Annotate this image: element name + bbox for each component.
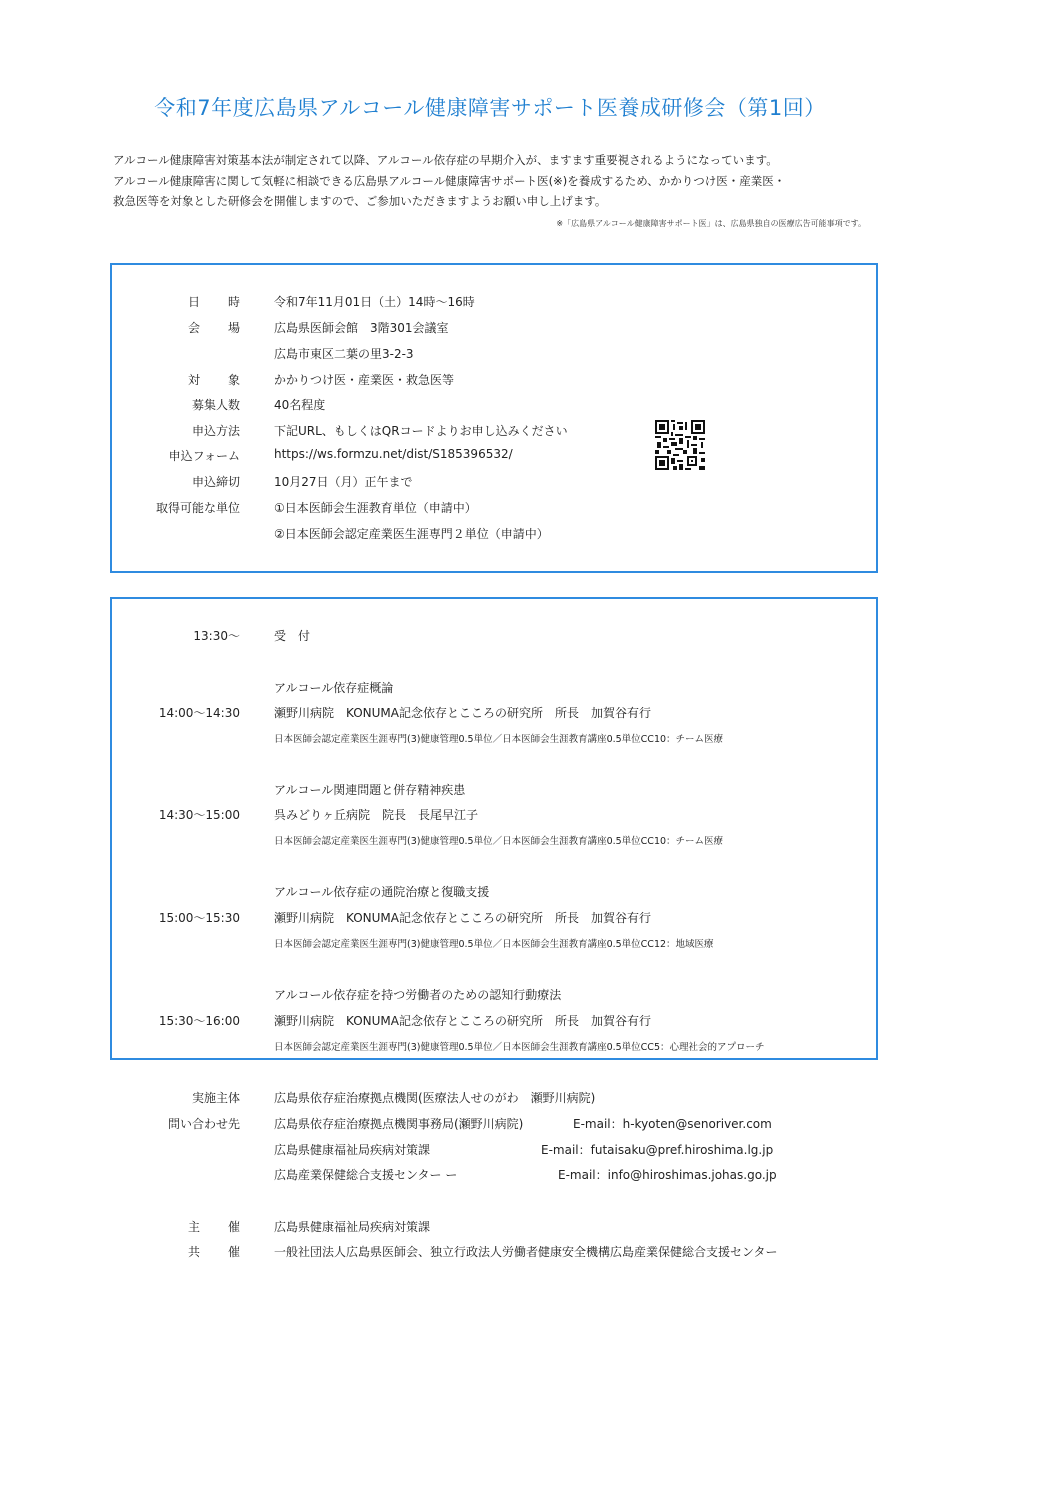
session-time: 15:00～15:30 <box>158 911 240 925</box>
capacity-value: 40名程度 <box>274 398 326 412</box>
credit-item: ②日本医師会認定産業医生涯専門２単位（申請中） <box>274 527 549 541</box>
deadline-label: 申込締切 <box>191 475 240 489</box>
target-value: かかりつけ医・産業医・救急医等 <box>274 373 455 387</box>
reception-label: 受 付 <box>274 629 311 643</box>
target-label: 対 象 <box>188 373 240 387</box>
contact-email-link[interactable]: E-mail：h-kyoten@senoriver.com <box>573 1117 772 1131</box>
session-topic: アルコール依存症概論 <box>274 681 394 695</box>
qr-code-icon[interactable] <box>655 420 705 470</box>
session-time: 15:30～16:00 <box>158 1014 240 1028</box>
contact-name: 広島県健康福祉局疾病対策課 <box>274 1143 431 1157</box>
session-time: 14:00～14:30 <box>158 706 240 720</box>
contact-name: 広島産業保健総合支援センター ー <box>274 1168 458 1182</box>
venue-label: 会 場 <box>188 321 240 335</box>
credits-label: 取得可能な単位 <box>155 501 240 515</box>
date-label: 日 時 <box>188 295 240 309</box>
intro-line: アルコール健康障害対策基本法が制定されて以降、アルコール依存症の早期介入が、ますます重要視されるようになっています。 <box>113 153 778 167</box>
venue-address: 広島市東区二葉の里3-2-3 <box>274 347 414 361</box>
page-title: 令和7年度広島県アルコール健康障害サポート医養成研修会（第1回） <box>154 96 826 120</box>
session-speaker: 瀬野川病院 KONUMA記念依存とこころの研究所 所長 加賀谷有行 <box>274 911 651 925</box>
contact-name: 広島県依存症治療拠点機関事務局(瀬野川病院) <box>274 1117 524 1131</box>
intro-line: 救急医等を対象とした研修会を開催しますので、ご参加いただきますようお願い申し上げます。 <box>113 194 607 208</box>
organizer-value: 広島県依存症治療拠点機関(医療法人せのがわ 瀬野川病院) <box>274 1091 596 1105</box>
credit-item: ①日本医師会生涯教育単位（申請中） <box>274 501 477 515</box>
session-time: 14:30～15:00 <box>158 808 240 822</box>
form-url-link[interactable]: https://ws.formzu.net/dist/S185396532/ <box>274 447 513 461</box>
session-speaker: 瀬野川病院 KONUMA記念依存とこころの研究所 所長 加賀谷有行 <box>274 1014 651 1028</box>
session-credit: 日本医師会認定産業医生涯専門(3)健康管理0.5単位／日本医師会生涯教育講座0.5単位CC5：心理社会的アプローチ <box>274 1042 765 1053</box>
cohost-label: 共 催 <box>188 1245 240 1259</box>
host-label: 主 催 <box>188 1220 240 1234</box>
capacity-label: 募集人数 <box>191 398 240 412</box>
session-credit: 日本医師会認定産業医生涯専門(3)健康管理0.5単位／日本医師会生涯教育講座0.5単位CC10：チーム医療 <box>274 836 724 847</box>
host-value: 広島県健康福祉局疾病対策課 <box>274 1220 431 1234</box>
session-speaker: 瀬野川病院 KONUMA記念依存とこころの研究所 所長 加賀谷有行 <box>274 706 651 720</box>
session-topic: アルコール関連問題と併存精神疾患 <box>274 783 466 797</box>
deadline-value: 10月27日（月）正午まで <box>274 475 413 489</box>
cohost-value: 一般社団法人広島県医師会、独立行政法人労働者健康安全機構広島産業保健総合支援センター <box>274 1245 778 1259</box>
session-speaker: 呉みどりヶ丘病院 院長 長尾早江子 <box>274 808 479 822</box>
method-label: 申込方法 <box>191 424 240 438</box>
contact-email-link[interactable]: E-mail：futaisaku@pref.hiroshima.lg.jp <box>541 1143 774 1157</box>
method-value: 下記URL、もしくはQRコードよりお申し込みください <box>274 424 568 438</box>
intro-text <box>113 150 785 212</box>
intro-line: アルコール健康障害に関して気軽に相談できる広島県アルコール健康障害サポート医(※)を養成するため、かかりつけ医・産業医・ <box>113 173 786 188</box>
footnote: ※「広島県アルコール健康障害サポート医」は、広島県独自の医療広告可能事項です。 <box>556 219 866 228</box>
form-label: 申込フォーム <box>168 449 240 463</box>
session-topic: アルコール依存症の通院治療と復職支援 <box>274 885 490 899</box>
contact-email-link[interactable]: E-mail：info@hiroshimas.johas.go.jp <box>558 1168 777 1182</box>
venue-value: 広島県医師会館 3階301会議室 <box>274 321 449 335</box>
reception-time: 13:30～ <box>193 629 240 643</box>
contact-label: 問い合わせ先 <box>167 1117 240 1131</box>
date-value: 令和7年11月01日（土）14時～16時 <box>274 295 475 309</box>
session-credit: 日本医師会認定産業医生涯専門(3)健康管理0.5単位／日本医師会生涯教育講座0.5単位CC12：地域医療 <box>274 939 714 950</box>
session-topic: アルコール依存症を持つ労働者のための認知行動療法 <box>274 988 562 1002</box>
session-credit: 日本医師会認定産業医生涯専門(3)健康管理0.5単位／日本医師会生涯教育講座0.5単位CC10：チーム医療 <box>274 734 724 745</box>
organizer-label: 実施主体 <box>191 1091 240 1105</box>
